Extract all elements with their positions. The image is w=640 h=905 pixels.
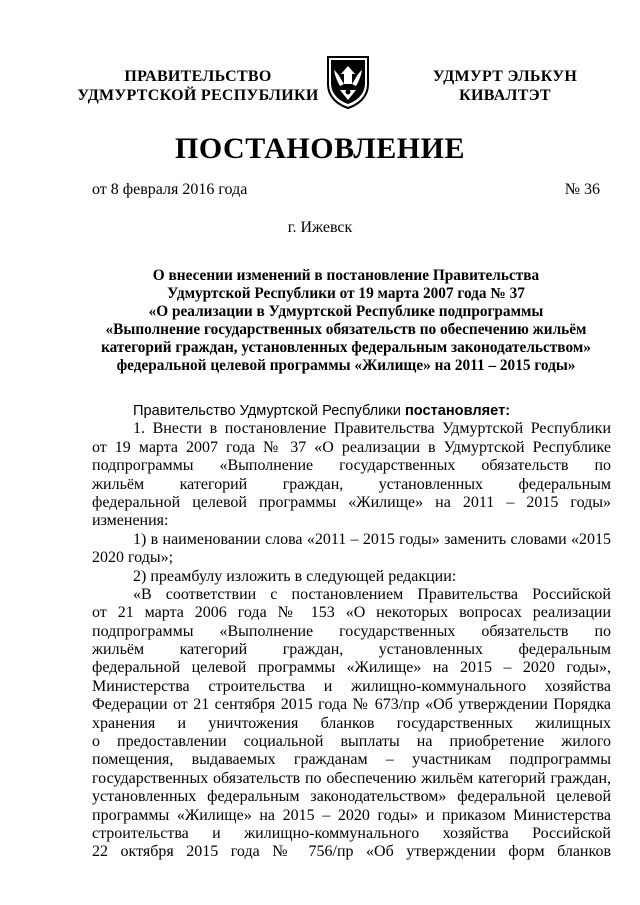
body-line: подпрограммы «Выполнение государственных обязательств по bbox=[92, 457, 611, 475]
body-line: изменения: bbox=[92, 512, 169, 530]
header-left-line2: УДМУРТСКОЙ РЕСПУБЛИКИ bbox=[77, 87, 319, 104]
body-line: 1. Внести в постановление Правительства Удмуртской Республики bbox=[133, 420, 611, 438]
subject-line: О внесении изменений в постановление Правительства bbox=[152, 267, 540, 284]
document-title: ПОСТАНОВЛЕНИЕ bbox=[175, 132, 465, 165]
intro-text: Правительство Удмуртской Республики bbox=[133, 403, 405, 419]
document-body bbox=[92, 402, 611, 862]
header-left-line1: ПРАВИТЕЛЬСТВО bbox=[124, 68, 272, 85]
header-right bbox=[410, 67, 600, 105]
subject-line: федеральной целевой программы «Жилище» на 2011 – 2015 годы» bbox=[116, 357, 576, 374]
subject-line: «Выполнение государственных обязательств по обеспечению жильём bbox=[105, 321, 587, 338]
body-line: федеральной целевой программы «Жилище» на 2015 – 2020 годы», bbox=[92, 659, 611, 677]
body-line: жильём категорий граждан, установленных федеральным bbox=[92, 641, 611, 659]
body-line: помещения, выдаваемых гражданам – участникам подпрограммы bbox=[92, 751, 611, 769]
body-line: установленных федеральным законодательством» федеральной целевой bbox=[92, 788, 611, 806]
header-right-line1: УДМУРТ ЭЛЬКУН bbox=[432, 68, 578, 85]
body-line: о предоставлении социальной выплаты на приобретение жилого bbox=[92, 733, 611, 751]
body-line: Министерства строительства и жилищно-коммунального хозяйства bbox=[92, 677, 611, 695]
body-line: от 19 марта 2007 года № 37 «О реализации в Удмуртской Республике bbox=[92, 438, 611, 456]
body-line: Федерации от 21 сентября 2015 года № 673/пр «Об утверждении Порядка bbox=[92, 696, 611, 714]
subject-line: Удмуртской Республики от 19 марта 2007 года № 37 bbox=[167, 285, 525, 302]
body-line: строительства и жилищно-коммунального хозяйства Российской bbox=[92, 824, 611, 842]
intro-line bbox=[92, 402, 611, 420]
subject-line: «О реализации в Удмуртской Республике подпрограммы bbox=[148, 303, 544, 320]
document-city: г. Ижевск bbox=[287, 219, 353, 236]
subject-line: категорий граждан, установленных федеральным законодательством» bbox=[101, 339, 591, 356]
document-number: № 36 bbox=[564, 181, 600, 198]
body-line: «В соответствии с постановлением Правительства Российской bbox=[133, 585, 611, 603]
body-line: подпрограммы «Выполнение государственных обязательств по bbox=[92, 622, 611, 640]
body-line: 2020 годы»; bbox=[92, 549, 174, 567]
header-left bbox=[70, 67, 326, 105]
coat-of-arms-icon bbox=[325, 54, 371, 110]
body-line: 1) в наименовании слова «2011 – 2015 годы» заменить словами «2015 bbox=[133, 530, 611, 548]
body-line: 2) преамбулу изложить в следующей редакции: bbox=[133, 567, 457, 585]
body-line: от 21 марта 2006 года № 153 «О некоторых вопросах реализации bbox=[92, 604, 611, 622]
body-line: государственных обязательств по обеспечению жильём категорий граждан, bbox=[92, 769, 611, 787]
body-line: федеральной целевой программы «Жилище» на 2011 – 2015 годы» bbox=[92, 493, 611, 511]
body-line: хранения и уничтожения бланков государственных жилищных bbox=[92, 714, 611, 732]
header-right-line2: КИВАЛТЭТ bbox=[459, 87, 551, 104]
body-line: жильём категорий граждан, установленных федеральным bbox=[92, 475, 611, 493]
document-date: от 8 февраля 2016 года bbox=[92, 181, 248, 198]
document-subject bbox=[92, 267, 600, 375]
body-line: программы «Жилище» на 2015 – 2020 годы» и приказом Министерства bbox=[92, 806, 611, 824]
body-line: 22 октября 2015 года № 756/пр «Об утверждении форм бланков bbox=[92, 843, 611, 861]
intro-resolve-word: постановляет: bbox=[404, 403, 511, 419]
